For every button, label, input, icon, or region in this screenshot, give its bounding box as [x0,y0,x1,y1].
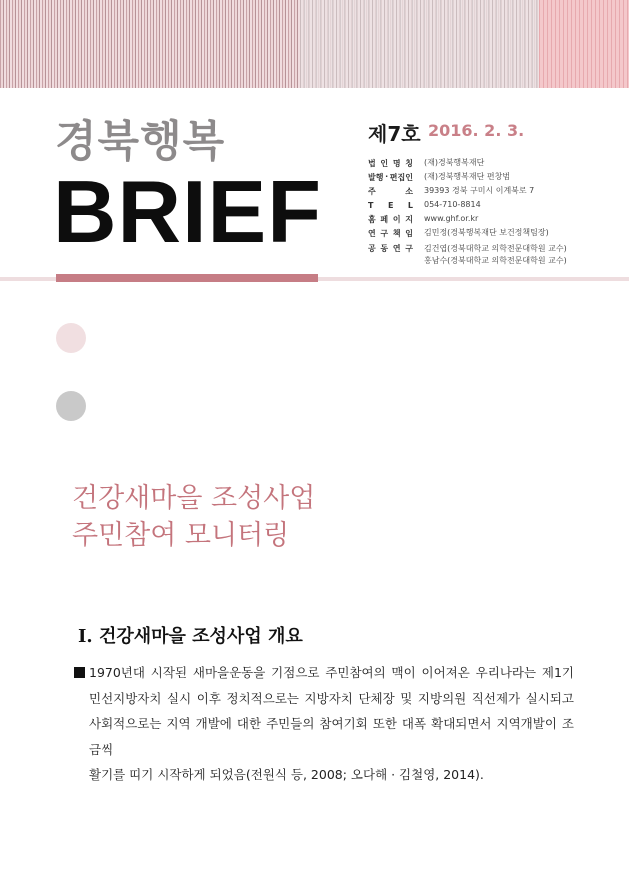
paragraph-line: 민선지방자치 실시 이후 정치적으로는 지방자치 단체장 및 지방의원 직선제가 실시되고 [89,690,574,706]
info-value: (재)경북행복재단 편창범 [424,172,511,181]
info-row-homepage [368,212,567,226]
info-label: 연 구 책 임 [368,228,413,238]
info-label: 법 인 명 칭 [368,158,413,168]
info-row-publisher [368,170,567,184]
info-value: 김건엽(경북대학교 의학전문대학원 교수) 홍남수(경북대학교 의학전문대학원 교수) [424,244,567,265]
issue-date: 2016. 2. 3. [428,121,525,140]
paragraph-line: 1970년대 시작된 새마을운동을 기점으로 주민참여의 맥이 이어져온 우리나라는 제1기 [89,665,574,680]
info-row-tel [368,198,567,212]
info-value: 39393 경북 구미시 이계북로 7 [424,186,535,195]
info-value: (재)경북행복재단 [424,158,485,167]
info-label: 홈 페 이 지 [368,214,413,224]
body-paragraph [74,660,574,788]
homepage-link[interactable]: www.ghf.or.kr [424,214,479,223]
info-row-corporation [368,156,567,170]
info-row-address [368,184,567,198]
info-label: 공 동 연 구 [368,244,413,253]
square-bullet-icon [74,667,85,678]
paragraph-line: 활기를 띠기 시작하게 되었음(전원식 등, 2008; 오다해 · 김철영, 2014). [89,767,484,782]
publication-title-korean: 경북행복 [55,117,226,167]
report-subject: 건강새마을 조성사업 주민참여 모니터링 [72,483,316,551]
publication-title-brief: BRIEF [53,162,322,261]
stripe-texture [300,0,540,88]
info-label: 주 소 [368,186,413,196]
info-value: 김민정(경북행복재단 보건정책팀장) [424,228,549,237]
paragraph-line: 사회적으로는 지역 개발에 대한 주민들의 참여기회 또한 대폭 확대되면서 지역개발이 조금씩 [89,716,574,757]
info-row-co-researchers [368,240,567,266]
header-stripe-band [0,0,629,88]
header-accent-bar [56,274,318,282]
section-heading: Ⅰ. 건강새마을 조성사업 개요 [78,626,303,647]
issue-number: 제7호 [368,122,421,146]
info-value: 054-710-8814 [424,200,481,209]
info-label: T E L [368,200,413,210]
publication-info-table [368,156,567,266]
decorative-dot-pink [56,323,86,353]
decorative-dot-gray [56,391,86,421]
stripe-accent [539,0,629,88]
info-label: 발행 · 편집인 [368,171,413,182]
info-row-lead-researcher [368,226,567,240]
